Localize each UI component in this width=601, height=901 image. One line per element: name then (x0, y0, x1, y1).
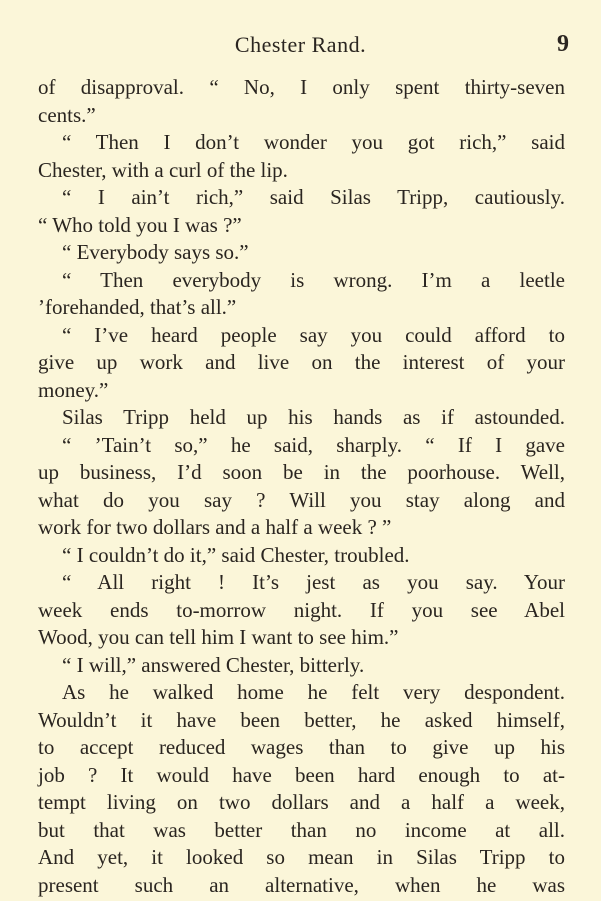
running-title: Chester Rand. (234, 32, 367, 57)
text-line: Wood, you can tell him I want to see him.” (38, 625, 399, 649)
text-line: money.” (38, 377, 109, 402)
text-line: but that was better than no income at all. (38, 817, 565, 842)
text-line: “ Everybody says so.” (62, 240, 249, 264)
text-line: “ I’ve heard people say you could afford to (62, 322, 565, 347)
text-line: tempt living on two dollars and a half a week, (38, 790, 565, 814)
text-line: “ I will,” answered Chester, bitterly. (62, 652, 365, 677)
text-line: As he walked home he felt very despondent. (62, 680, 565, 704)
text-line: And yet, it looked so mean in Silas Tripp to (38, 845, 565, 869)
text-line: what do you say ? Will you stay along and (38, 487, 565, 512)
text-line: “ Who told you I was ?” (38, 212, 242, 237)
text-line: job ? It would have been hard enough to at- (38, 762, 565, 787)
running-header (0, 28, 601, 64)
text-line: give up work and live on the interest of your (38, 350, 565, 374)
text-line: “ Then everybody is wrong. I’m a leetle (62, 267, 565, 292)
text-line: of disapproval. “ No, I only spent thirty-seven (38, 75, 565, 99)
text-line: “ I ain’t rich,” said Silas Tripp, cautiously. (62, 185, 565, 209)
text-line: “ Then I don’t wonder you got rich,” said (62, 130, 565, 154)
text-line: “ ’Tain’t so,” he said, sharply. “ If I gave (62, 432, 565, 457)
page-number: 9 (557, 31, 569, 57)
text-line: week ends to-morrow night. If you see Abel (38, 597, 565, 622)
text-line: present such an alternative, when he was (38, 872, 565, 897)
text-line: Silas Tripp held up his hands as if astounded. (62, 405, 565, 429)
text-line: Wouldn’t it have been better, he asked himself, (38, 707, 565, 732)
text-line: to accept reduced wages than to give up his (38, 735, 565, 759)
text-line: Chester, with a curl of the lip. (38, 157, 288, 182)
body-text (38, 74, 565, 899)
text-line: ’forehanded, that’s all.” (38, 295, 237, 319)
text-line: up business, I’d soon be in the poorhouse. Well, (38, 460, 565, 484)
text-line: cents.” (38, 102, 96, 127)
text-line: “ I couldn’t do it,” said Chester, troubled. (62, 542, 410, 567)
text-line: “ All right ! It’s jest as you say. Your (62, 570, 565, 594)
text-line: work for two dollars and a half a week ? ” (38, 515, 392, 539)
